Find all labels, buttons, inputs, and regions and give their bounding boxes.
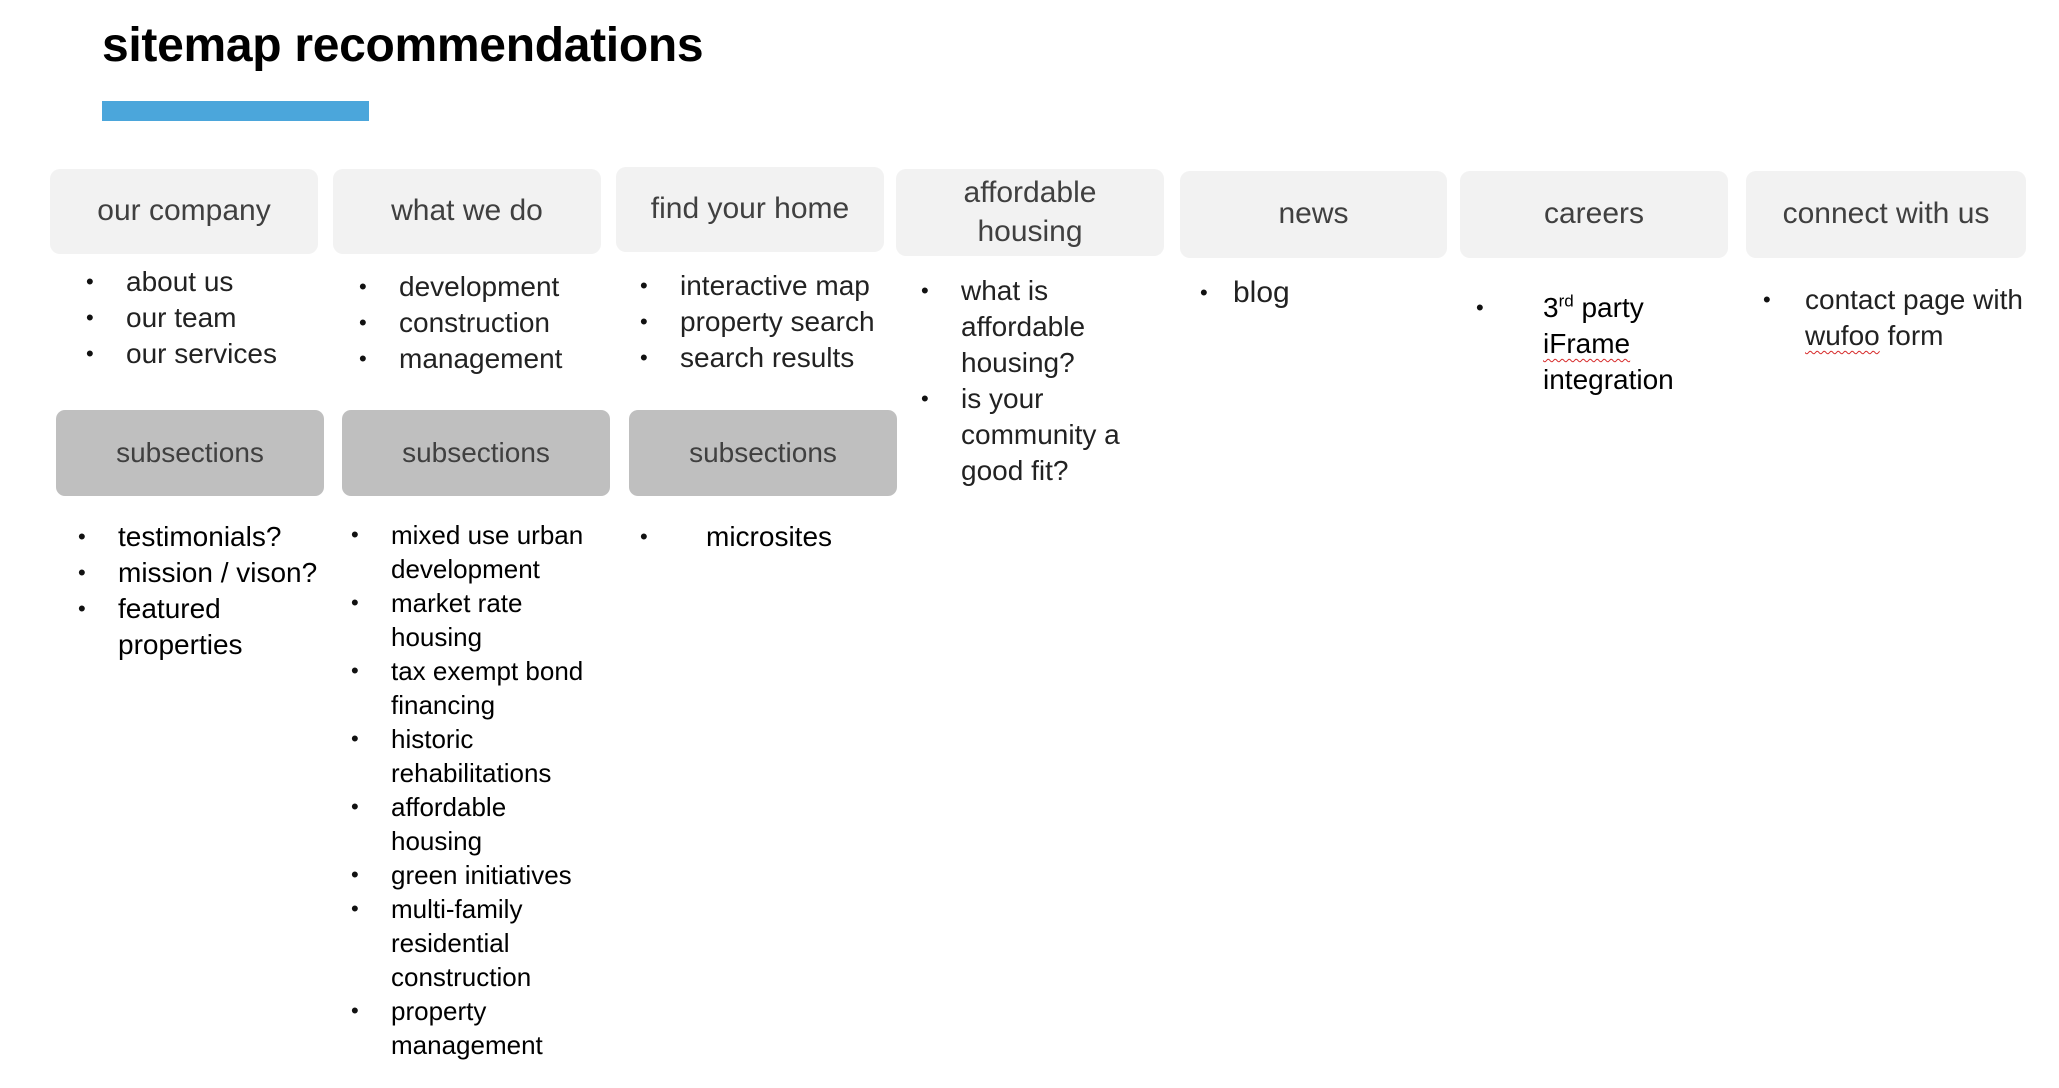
list-item: • featured properties [78,591,328,663]
find-your-home-subsections-list [640,519,890,555]
connect-item-text: contact page with [1805,284,2023,315]
list-item: • what is affordable housing? [921,273,1121,381]
list-item: • property search [640,304,890,340]
list-item: • property management [351,994,601,1062]
careers-item-rest: integration [1543,364,1674,395]
node-company-subsections [56,410,324,496]
careers-item-number: 3 [1543,292,1559,323]
what-we-do-list [359,269,599,377]
list-item: • our team [86,300,326,336]
connect-item-underlined: wufoo [1805,320,1880,351]
list-item: • development [359,269,599,305]
list-item: • testimonials? [78,519,328,555]
careers-list [1476,290,1706,398]
find-your-home-list [640,268,890,376]
list-item [1763,282,2028,354]
list-item: • search results [640,340,890,376]
node-label: connect with us [1782,197,1990,231]
connect-with-us-list [1763,282,2028,354]
what-we-do-subsections-list [351,518,601,1062]
careers-item-sup: rd [1558,291,1574,311]
list-item: • interactive map [640,268,890,304]
list-item: • about us [86,264,326,300]
node-affordable-housing [896,169,1164,256]
node-label: what we do [391,194,543,228]
node-label: affordable housing [963,176,1097,248]
list-item: • blog [1200,275,1430,311]
node-label: find your home [650,192,850,226]
node-connect-with-us [1746,171,2026,258]
node-label: our company [97,194,271,228]
node-what-we-do [333,169,601,254]
careers-item-word: party [1581,292,1644,323]
title-accent-bar [102,101,369,121]
company-subsections-list [78,519,328,663]
list-item: • multi-family residential construction [351,892,601,994]
node-find-your-home [616,167,884,252]
list-item: • construction [359,305,599,341]
list-item: • affordable housing [351,790,601,858]
list-item: • mission / vison? [78,555,328,591]
list-item: • is your community a good fit? [921,381,1121,489]
list-item: • management [359,341,599,377]
list-item: • market rate housing [351,586,601,654]
list-item: • green initiatives [351,858,601,892]
node-what-we-do-subsections [342,410,610,496]
node-label: subsections [116,437,264,469]
list-item [1476,290,1706,398]
list-item: • mixed use urban development [351,518,601,586]
affordable-housing-list [921,273,1121,489]
list-item: • tax exempt bond financing [351,654,601,722]
node-find-your-home-subsections [629,410,897,496]
list-item: • microsites [640,519,890,555]
our-company-list [86,264,326,372]
node-label: subsections [402,437,550,469]
list-item: • our services [86,336,326,372]
node-our-company [50,169,318,254]
page-title: sitemap recommendations [102,19,704,72]
node-label: careers [1543,197,1645,231]
careers-item-underlined: iFrame [1543,328,1631,359]
node-label: subsections [689,437,837,469]
node-news [1180,171,1447,258]
connect-item-end: form [1887,320,1944,351]
node-label: news [1278,197,1349,231]
list-item: • historic rehabilitations [351,722,601,790]
news-list [1200,275,1430,311]
node-careers [1460,171,1728,258]
